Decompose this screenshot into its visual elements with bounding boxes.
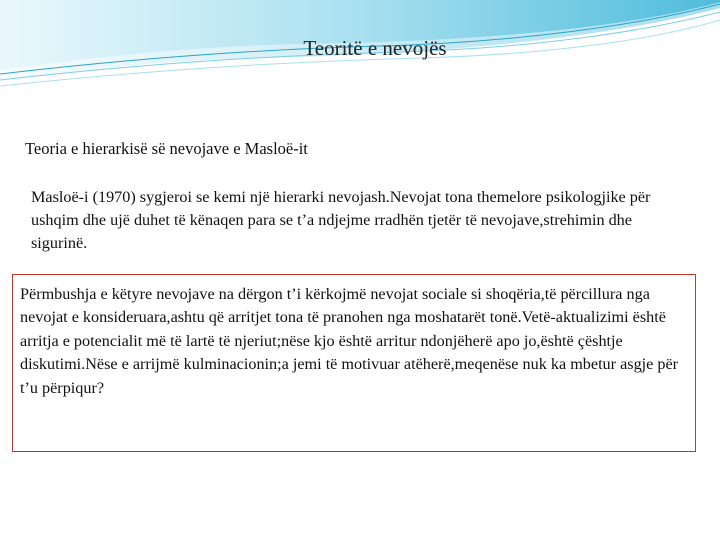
slide-subtitle: Teoria e hierarkisë së nevojave e Masloë-it (25, 139, 308, 158)
slide-title: Teoritë e nevojës (303, 36, 447, 60)
paragraph-needs-fulfillment: Përmbushja e këtyre nevojave na dërgon t’i kërkojmë nevojat sociale si shoqëria,të përcillura nga nevojat e konsideruara,ashtu që arritjet tona të pranohen nga moshatarët tonë.Vetë-aktualizimi është arritja e potencialit më të lartë të njeriut;nëse kjo është arritur ndonjëherë apo jo,është çështje diskutimi.Nëse e arrijmë kulminacionin;a jemi të motivuar atëherë,meqenëse nuk ka mbetur asgje për t’u përpiqur? (20, 285, 679, 397)
paragraph-hierarchy-intro: Masloë-i (1970) sygjeroi se kemi një hierarki nevojash.Nevojat tona themelore psikologjike për ushqim dhe ujë duhet të kënaqen para se t’a ndjejme rradhën tjetër të nevojave,strehimin dhe sigurinë. (31, 188, 651, 252)
highlighted-text-box (12, 274, 696, 452)
